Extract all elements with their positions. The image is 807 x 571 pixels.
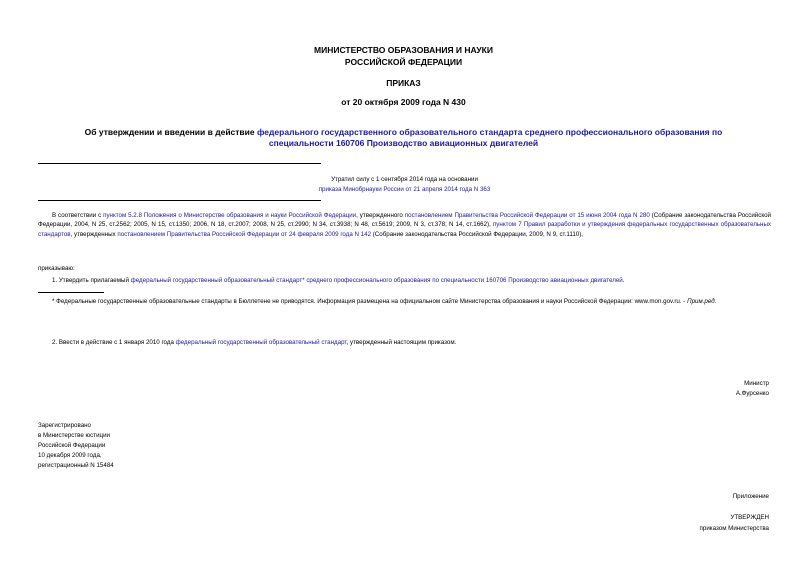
approved-label: УТВЕРЖДЕН xyxy=(730,514,769,521)
title-standard-link[interactable]: федерального государственного образовательного стандарта среднего профессионального образования по xyxy=(256,127,723,137)
ministry-name-line2: РОССИЙСКОЙ ФЕДЕРАЦИИ xyxy=(344,57,463,67)
repeal-order-link[interactable]: приказа Минобрнауки России от 21 апреля 2014 года N 363 xyxy=(318,186,491,193)
order-word: приказываю: xyxy=(38,265,75,272)
preamble-text-3: (Собрание законодательства Российской Федерации, 2004, N 25, ст.2562; 2005, N 15, ст.1350; 2006, N 18, ст.2007; 2008, N 25, ст.2990; N 34, ст.3938; N 48, ст.5619; 2009, N 3, ст.378; N 14, ст.1662), xyxy=(38,212,771,229)
registration-line5: регистрационный N 15484 xyxy=(38,462,114,469)
preamble-text-4: , утвержденных xyxy=(70,230,118,238)
document-title-line2 xyxy=(0,138,807,148)
ministry-name-line1: МИНИСТЕРСТВО ОБРАЗОВАНИЯ И НАУКИ xyxy=(314,45,493,55)
item-1 xyxy=(38,276,771,285)
preamble-text-1: В соответствии с xyxy=(52,212,104,219)
registration-line2: в Министерстве юстиции xyxy=(38,432,111,439)
preamble-text-5: (Собрание законодательства Российской Федерации, 2009, N 9, ст.1110), xyxy=(371,230,584,238)
standard-link[interactable]: федеральный государственный образовательный стандарт* среднего профессионального образования по специальности 160706 Производство авиационных двигателей xyxy=(130,277,623,284)
document-title xyxy=(0,127,807,137)
standard-link-2[interactable]: федеральный государственный образовательный стандарт xyxy=(175,339,347,346)
regulation-link[interactable]: пунктом 5.2.8 Положения о Министерстве образования и науки Российской Федерации xyxy=(103,212,357,219)
footnote xyxy=(38,297,771,306)
item-2-end: , утвержденный настоящим приказом. xyxy=(346,339,457,346)
resolution-142-link[interactable]: постановлением Правительства Российской Федерации от 24 февраля 2009 года N 142 xyxy=(117,230,372,238)
title-prefix: Об утверждении и введении в действие xyxy=(84,127,257,137)
registration-line1: Зарегистрировано xyxy=(38,422,91,429)
rules-link[interactable]: пунктом 7 Правил разработки и утверждения федеральных государственных образовательных стандартов xyxy=(38,221,771,238)
resolution-280-link[interactable]: постановлением Правительства Российской Федерации от 15 июня 2004 года N 280 xyxy=(404,212,650,219)
item-2 xyxy=(38,338,771,347)
status-line1: Утратил силу с 1 сентября 2014 года на основании xyxy=(331,176,478,183)
item-1-text: 1. Утвердить прилагаемый xyxy=(52,277,131,284)
registration-line4: 10 декабря 2009 года, xyxy=(38,452,102,459)
footnote-divider xyxy=(38,292,104,293)
preamble-text-2: , утвержденного xyxy=(356,212,405,219)
divider-top xyxy=(38,163,321,164)
divider-bottom xyxy=(38,200,321,201)
document-date: от 20 октября 2009 года N 430 xyxy=(341,97,466,107)
status-line2 xyxy=(38,186,771,195)
item-2-text: 2. Ввести в действие с 1 января 2010 года xyxy=(52,339,176,346)
approved-by-order: приказом Министерства xyxy=(699,525,769,532)
footnote-text: * Федеральные государственные образовательные стандарты в Бюллетене не приводятся. Информация размещена на официальном сайте Министерства образования и науки Российской Федерации: www.mon.gov.ru. - xyxy=(52,298,688,305)
appendix-label: Приложение xyxy=(732,493,769,500)
title-standard-link-line2[interactable]: специальности 160706 Производство авиационных двигателей xyxy=(268,138,539,148)
document-type: ПРИКАЗ xyxy=(386,78,421,88)
item-1-end: . xyxy=(622,277,625,284)
preamble-paragraph xyxy=(38,211,771,239)
signature-position: Министр xyxy=(744,380,769,387)
editor-note: Прим.ред. xyxy=(687,298,717,305)
registration-line3: Российской Федерации xyxy=(38,442,106,449)
signature-name: А.Фурсенко xyxy=(735,390,769,397)
